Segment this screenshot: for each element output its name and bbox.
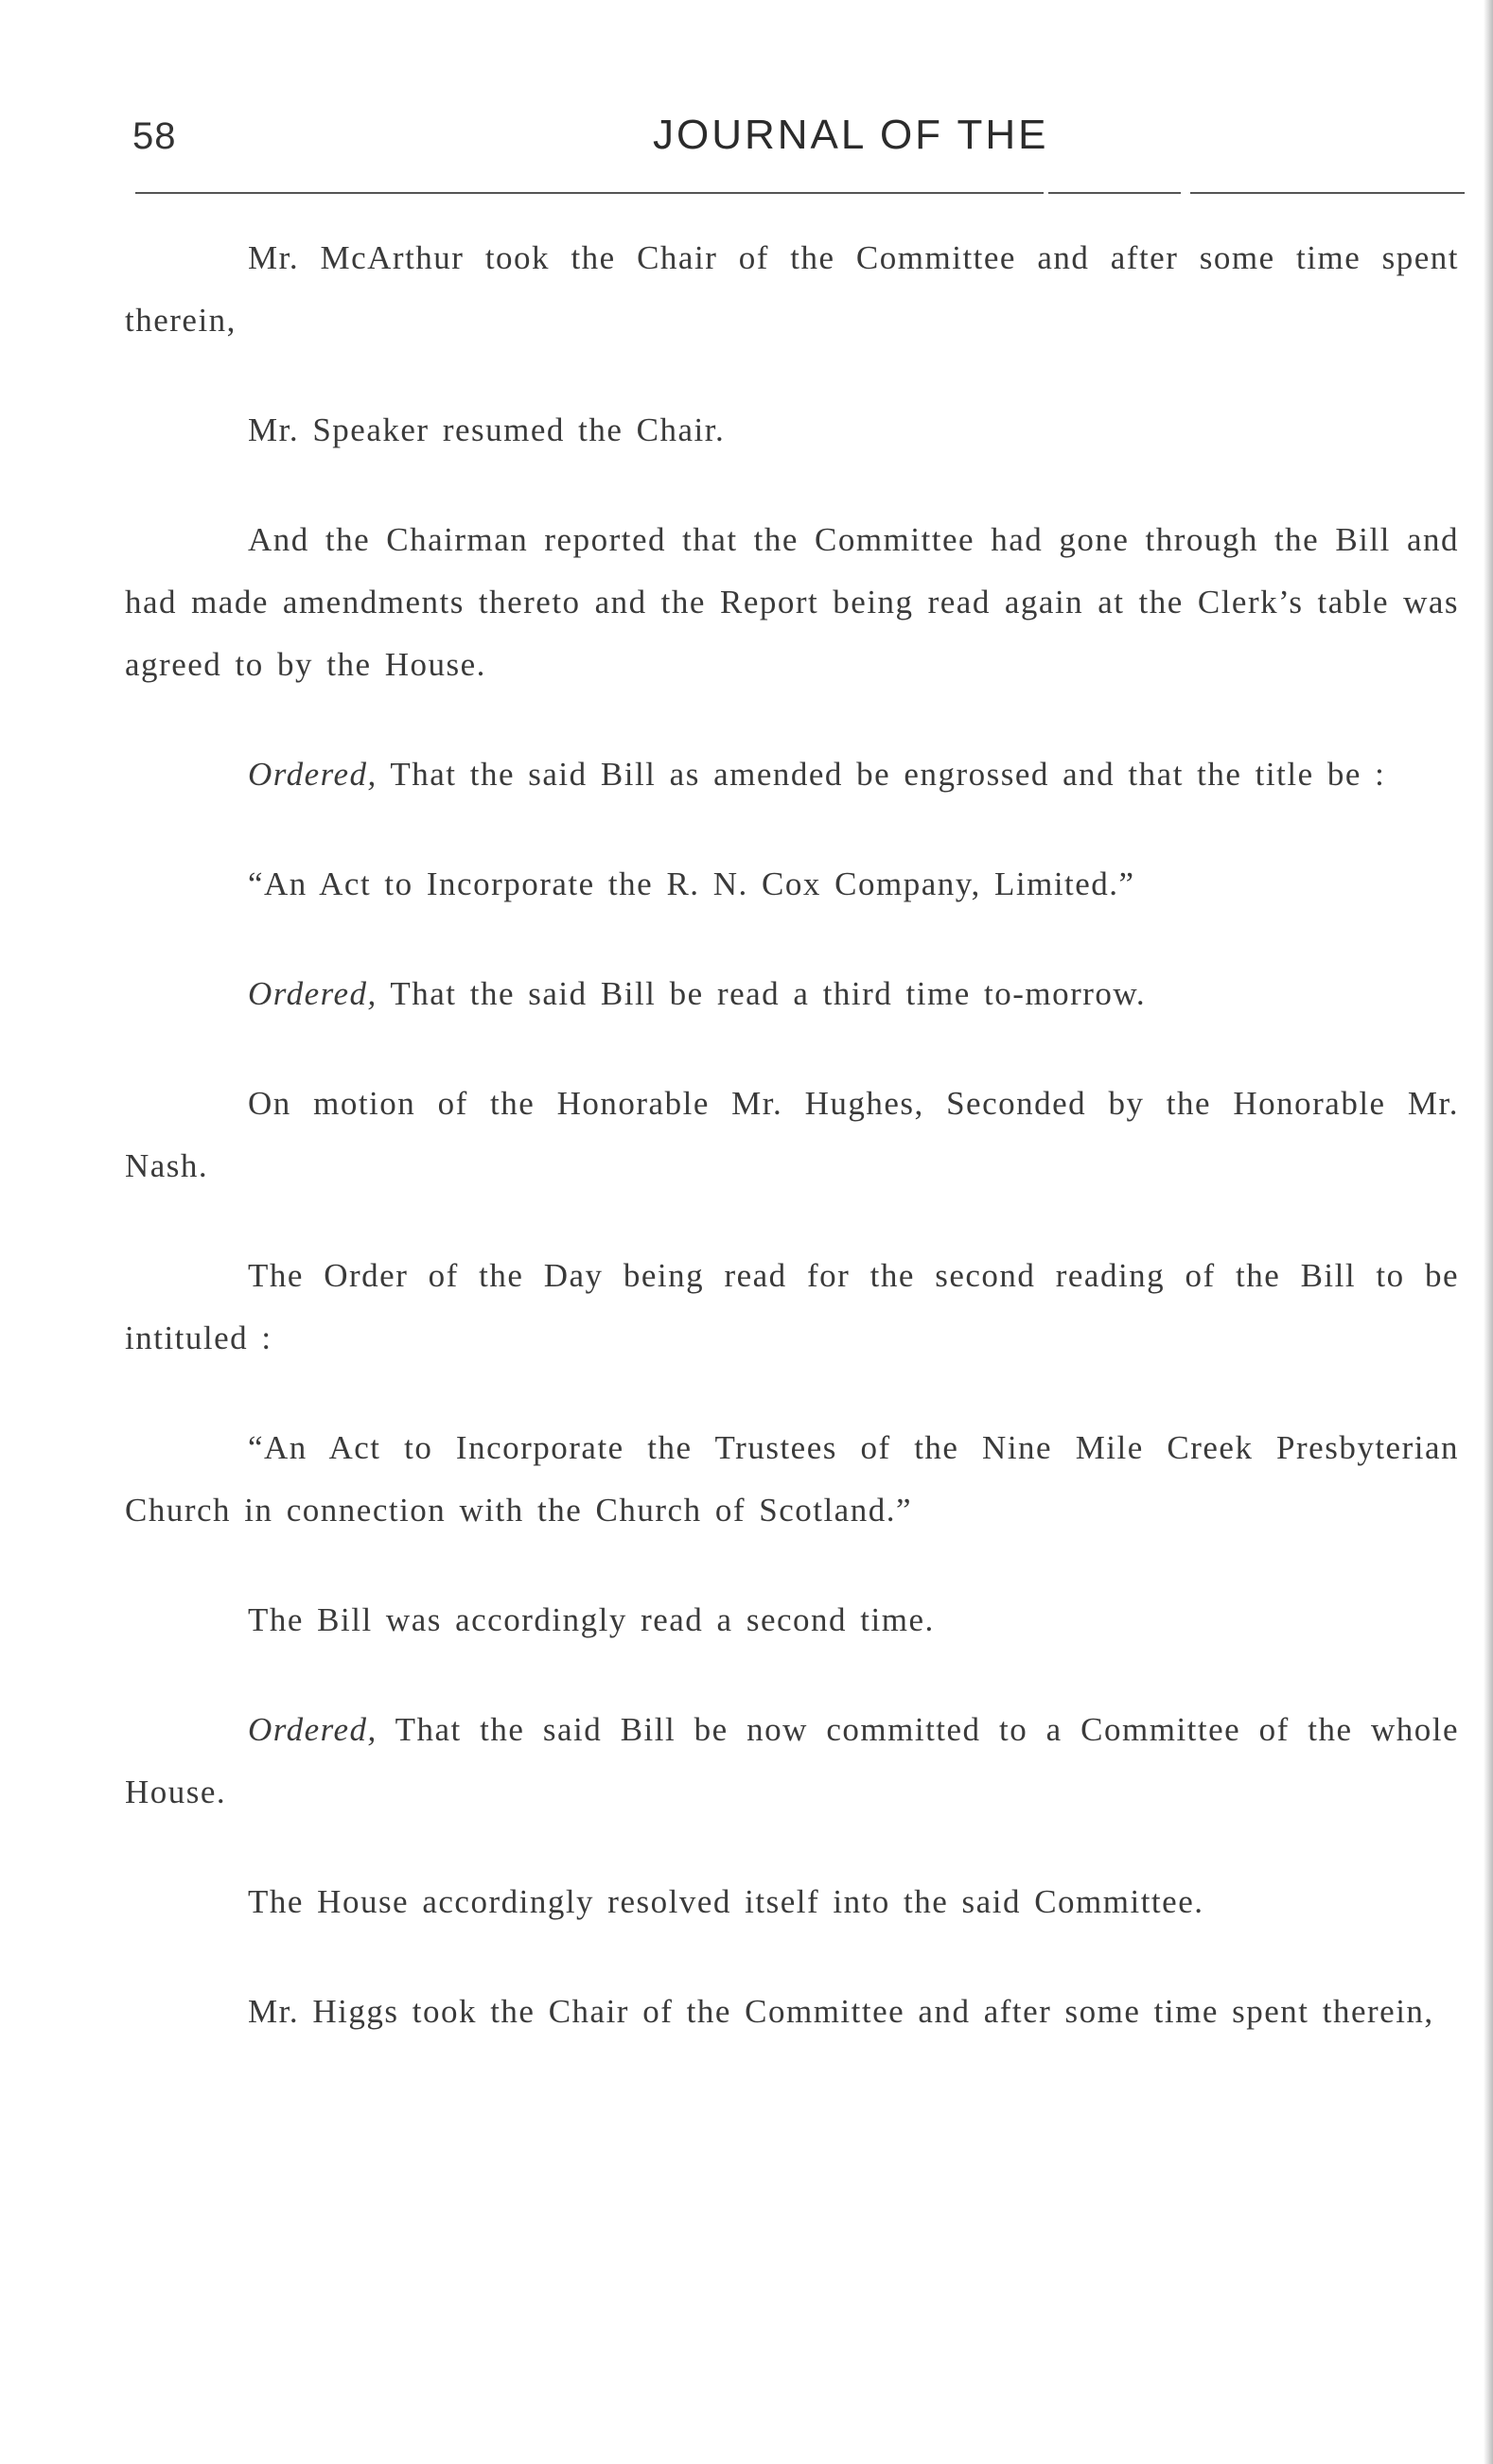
paragraph-chair-higgs xyxy=(125,1981,1459,2043)
page-header xyxy=(132,112,1467,178)
paragraph-text: “An Act to Incorporate the Trustees of the Nine Mile Creek Presbyterian Church in connection with the Church of Scotland.” xyxy=(125,1429,1459,1529)
paragraph-text: “An Act to Incorporate the R. N. Cox Company, Limited.” xyxy=(248,865,1135,902)
paragraph-text: Mr. McArthur took the Chair of the Committee and after some time spent therein, xyxy=(125,239,1459,339)
paragraph-second-reading xyxy=(125,1589,1459,1651)
paragraph-act-title-cox xyxy=(125,853,1459,916)
paragraph-chair-mcarthur xyxy=(125,227,1459,352)
ordered-lead: Ordered, xyxy=(248,1711,378,1748)
ordered-lead: Ordered, xyxy=(248,756,378,793)
journal-body xyxy=(125,227,1459,2090)
paragraph-text: That the said Bill as amended be engrossed and that the title be : xyxy=(377,756,1386,793)
paragraph-text: That the said Bill be now committed to a Committee of the whole House. xyxy=(125,1711,1459,1810)
header-rule xyxy=(1048,192,1181,194)
page-edge-shadow xyxy=(1484,0,1493,2464)
paragraph-ordered-third-reading xyxy=(125,963,1459,1025)
paragraph-text: Mr. Speaker resumed the Chair. xyxy=(248,411,726,448)
paragraph-house-resolved xyxy=(125,1871,1459,1933)
paragraph-ordered-committed xyxy=(125,1699,1459,1824)
paragraph-text: That the said Bill be read a third time to-morrow. xyxy=(377,975,1147,1012)
paragraph-text: The House accordingly resolved itself into the said Committee. xyxy=(248,1883,1204,1920)
page-number: 58 xyxy=(132,115,177,157)
running-title: JOURNAL OF THE xyxy=(653,112,1049,158)
paragraph-motion-hughes xyxy=(125,1073,1459,1197)
paragraph-act-title-nine-mile-creek xyxy=(125,1417,1459,1542)
paragraph-text: On motion of the Honorable Mr. Hughes, Seconded by the Honorable Mr. Nash. xyxy=(125,1085,1459,1184)
paragraph-ordered-engrossed xyxy=(125,743,1459,806)
header-rule xyxy=(1190,192,1465,194)
paragraph-speaker-resumed xyxy=(125,399,1459,462)
ordered-lead: Ordered, xyxy=(248,975,378,1012)
header-rule xyxy=(135,192,1044,194)
paragraph-text: The Order of the Day being read for the second reading of the Bill to be intituled : xyxy=(125,1257,1459,1356)
paragraph-text: Mr. Higgs took the Chair of the Committee and after some time spent therein, xyxy=(248,1993,1434,2030)
paragraph-text: And the Chairman reported that the Committee had gone through the Bill and had made amendments thereto and the Report being read again at the Clerk’s table was agreed to by the House. xyxy=(125,521,1459,683)
paragraph-order-of-day xyxy=(125,1245,1459,1370)
paragraph-chairman-report xyxy=(125,509,1459,696)
paragraph-text: The Bill was accordingly read a second time. xyxy=(248,1601,935,1638)
